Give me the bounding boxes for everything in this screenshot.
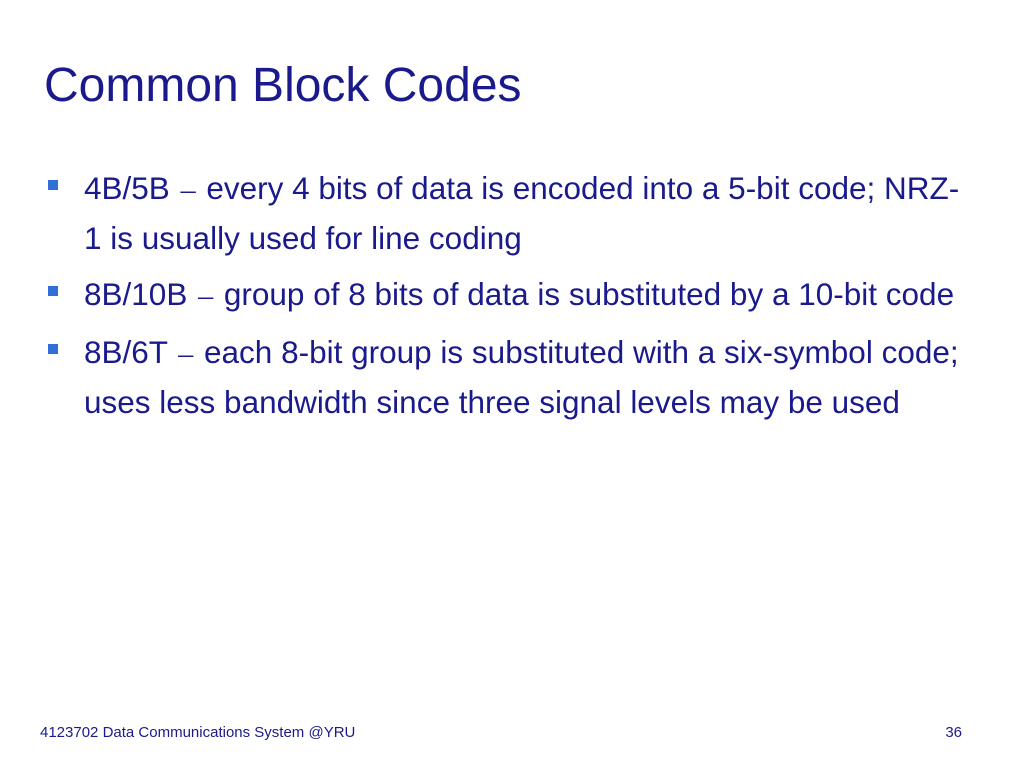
slide-title: Common Block Codes — [44, 59, 522, 112]
bullet-item — [44, 328, 964, 426]
bullet-item — [44, 164, 964, 262]
bullet-text: group of 8 bits of data is substituted by a 10-bit code — [223, 276, 955, 312]
page-number: 36 — [945, 724, 962, 741]
bullet-dash: – — [178, 337, 194, 370]
bullet-term: 8B/10B — [84, 276, 188, 312]
square-bullet-icon — [48, 344, 58, 354]
bullet-list — [44, 164, 964, 434]
bullet-term: 8B/6T — [84, 334, 168, 370]
bullet-item — [44, 270, 964, 320]
bullet-text: each 8-bit group is substituted with a six-symbol code; uses less bandwidth since three signal levels may be used — [84, 334, 959, 420]
bullet-dash: – — [180, 173, 196, 206]
bullet-text: every 4 bits of data is encoded into a 5-bit code; NRZ-1 is usually used for line coding — [84, 170, 960, 256]
square-bullet-icon — [48, 286, 58, 296]
square-bullet-icon — [48, 180, 58, 190]
bullet-term: 4B/5B — [84, 170, 170, 206]
footer-course-label: 4123702 Data Communications System @YRU — [40, 724, 356, 741]
bullet-dash: – — [198, 279, 214, 312]
